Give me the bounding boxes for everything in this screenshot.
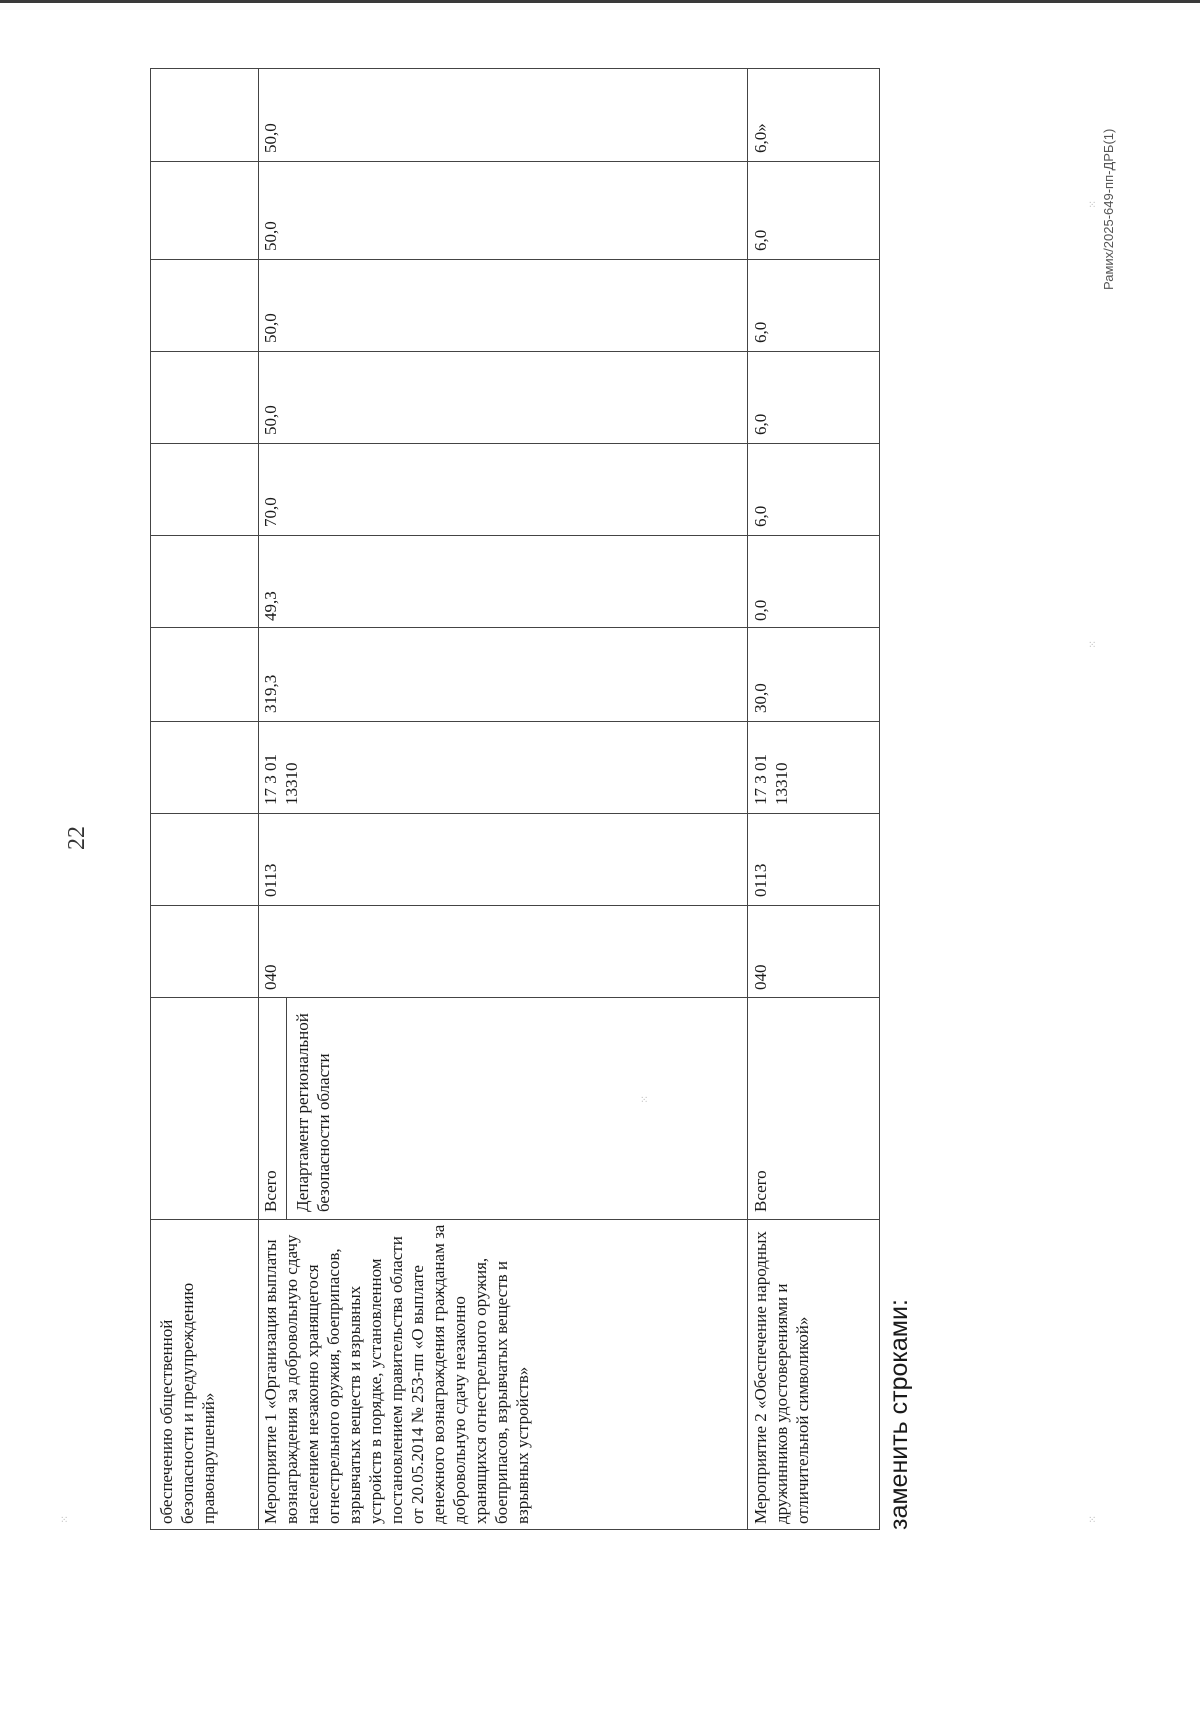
row1-source: Всего (261, 1170, 280, 1212)
row2-source: Всего (751, 1170, 770, 1212)
row1-value-y2: 70,0 (261, 497, 280, 527)
row2-value-y1: 0,0 (751, 599, 770, 621)
column-divider (151, 161, 879, 162)
row2-label: Мероприятие 2 «Обеспечение народных дружинников удостоверениями и отличительной символикой» (751, 1231, 812, 1524)
row1-value-y3: 50,0 (261, 405, 280, 435)
row2-value-y5: 6,0 (751, 229, 770, 251)
scan-artifact: ⁙ (1088, 1515, 1097, 1526)
document-code: Рамих/2025-649-пп-ДРБ(1) (1101, 128, 1116, 290)
row2-value-y3: 6,0 (751, 413, 770, 435)
top-border-line (0, 0, 1200, 3)
replace-with-lines-text: заменить строками: (885, 1299, 913, 1530)
row1-csr: 17 3 01 13310 (261, 754, 301, 805)
row1-rz: 0113 (261, 863, 280, 897)
row0-label: обеспечению общественной безопасности и предупреждению правонарушений» (157, 1282, 218, 1524)
scan-artifact: ⁙ (60, 1515, 69, 1526)
page-number: 22 (64, 826, 90, 850)
column-divider (151, 1219, 879, 1220)
row1-value-y6: 50,0 (261, 123, 280, 153)
column-divider (151, 627, 879, 628)
scan-artifact: ⁙ (1088, 200, 1097, 211)
column-divider (151, 721, 879, 722)
row1-value-total: 319,3 (261, 674, 280, 713)
row2-rz: 0113 (751, 863, 770, 897)
row2-grbs: 040 (751, 964, 770, 990)
row2-value-y4: 6,0 (751, 321, 770, 343)
column-divider (151, 813, 879, 814)
row2-value-total: 30,0 (751, 683, 770, 713)
row2-csr: 17 3 01 13310 (751, 754, 791, 805)
scan-artifact: ⁙ (1088, 640, 1097, 651)
column-divider (151, 535, 879, 536)
row1-value-y4: 50,0 (261, 313, 280, 343)
column-divider (151, 997, 879, 998)
row1-grbs: 040 (261, 964, 280, 990)
source-subdivider (286, 997, 287, 1219)
column-divider (151, 443, 879, 444)
row1-source-sub: Департамент региональной безопасности области (293, 1013, 333, 1212)
row1-value-y1: 49,3 (261, 591, 280, 621)
scan-artifact: ⁙ (640, 1095, 649, 1106)
column-divider (151, 905, 879, 906)
column-divider (151, 259, 879, 260)
row2-value-y2: 6,0 (751, 505, 770, 527)
row2-value-y6: 6,0» (751, 123, 770, 153)
column-divider (151, 351, 879, 352)
row1-value-y5: 50,0 (261, 221, 280, 251)
row1-label: Мероприятие 1 «Организация выплаты вознаграждения за добровольную сдачу населением незаконно хранящегося огнестрельного оружия, боеприпасов, взрывчатых веществ и взрывных устройств в порядке, установленном постановлением правительства области от 20.05.2014 № 253-пп «О выплате денежного вознаграждения гражданам за добровольную сдачу незаконно хранящихся огнестрельного оружия, боеприпасов, взрывчатых веществ и взрывных устройств» (261, 1224, 532, 1524)
